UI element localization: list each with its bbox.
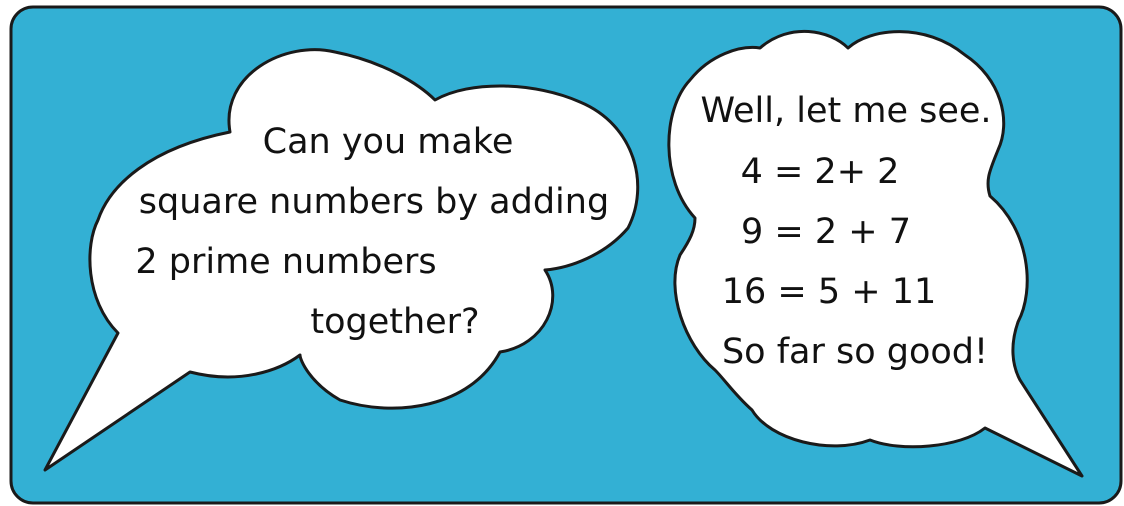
left-bubble-line-2: square numbers by adding <box>138 182 610 222</box>
right-bubble-line-5: So far so good! <box>721 332 989 372</box>
left-bubble-line-3: 2 prime numbers <box>135 242 437 282</box>
right-bubble-line-1: Well, let me see. <box>700 91 992 131</box>
left-bubble-line-4: together? <box>310 302 480 342</box>
left-bubble-line-1: Can you make <box>262 122 514 162</box>
right-bubble-line-4: 16 = 5 + 11 <box>721 272 937 312</box>
right-bubble-line-2: 4 = 2+ 2 <box>740 152 900 192</box>
right-bubble-line-3: 9 = 2 + 7 <box>741 212 911 252</box>
